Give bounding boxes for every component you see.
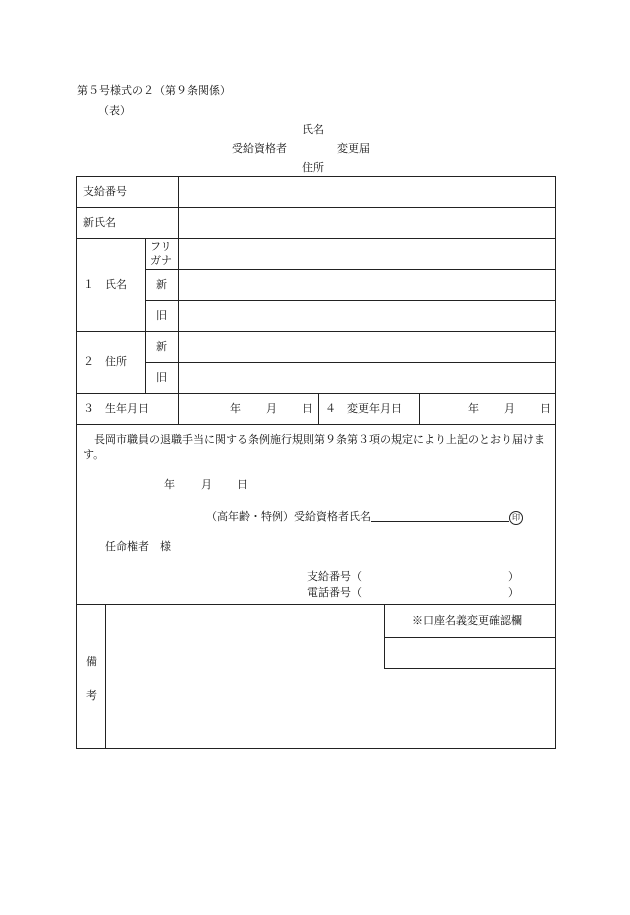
- title-notice: 変更届: [337, 142, 370, 155]
- row-divider: [76, 604, 556, 605]
- label-change-date: ４ 変更年月日: [325, 402, 402, 415]
- row-divider: [145, 300, 556, 301]
- form-side: （表）: [98, 104, 131, 117]
- label-address-old: 旧: [156, 371, 167, 384]
- col-divider: [178, 176, 179, 424]
- signature-label: （高年齢・特例）受給資格者氏名: [206, 510, 371, 523]
- payment-number-close: ）: [508, 570, 519, 583]
- title-address-part: 住所: [302, 161, 324, 174]
- signature-row: [206, 509, 523, 525]
- title-name-part: 氏名: [302, 123, 324, 136]
- label-furigana-1: フリ: [150, 240, 172, 253]
- phone-number-close: ）: [508, 586, 519, 599]
- payment-number-field: 支給番号（: [307, 570, 362, 583]
- label-name-new: 新: [156, 278, 167, 291]
- form-number: 第５号様式の２（第９条関係）: [77, 84, 231, 97]
- declaration-day: 日: [237, 478, 248, 491]
- change-month-unit: 月: [504, 402, 515, 415]
- row-divider: [76, 238, 556, 239]
- row-divider: [76, 207, 556, 208]
- declaration-text: 長岡市職員の退職手当に関する条例施行規則第９条第３項の規定により上記のとおり届けます。: [83, 433, 545, 461]
- label-birth-date: ３ 生年月日: [83, 402, 149, 415]
- title-recipient: 受給資格者: [232, 142, 287, 155]
- change-year-unit: 年: [468, 402, 479, 415]
- row-divider: [145, 362, 556, 363]
- declaration-year: 年: [164, 478, 175, 491]
- birth-month-unit: 月: [266, 402, 277, 415]
- col-divider: [419, 393, 420, 424]
- label-payment-number: 支給番号: [83, 185, 127, 198]
- col-divider: [384, 604, 385, 669]
- label-new-name: 新氏名: [83, 216, 116, 229]
- label-name-old: 旧: [156, 309, 167, 322]
- seal-mark: 印: [509, 511, 523, 525]
- appointer-label: 任命権者 様: [105, 540, 171, 553]
- col-divider: [105, 604, 106, 749]
- label-address: ２ 住所: [83, 355, 127, 368]
- phone-number-field: 電話番号（: [307, 586, 362, 599]
- birth-day-unit: 日: [302, 402, 313, 415]
- form-table: [76, 176, 556, 749]
- label-address-new: 新: [156, 340, 167, 353]
- remarks-label-2: 考: [86, 689, 97, 702]
- row-divider: [76, 331, 556, 332]
- row-divider: [76, 393, 556, 394]
- label-furigana-2: ガナ: [150, 254, 172, 267]
- change-day-unit: 日: [540, 402, 551, 415]
- row-divider: [76, 424, 556, 425]
- col-divider: [318, 393, 319, 424]
- row-divider: [145, 269, 556, 270]
- account-confirm-label: ※口座名義変更確認欄: [412, 614, 522, 627]
- row-divider: [384, 668, 556, 669]
- birth-year-unit: 年: [230, 402, 241, 415]
- col-divider: [145, 238, 146, 393]
- remarks-label-1: 備: [86, 655, 97, 668]
- declaration-month: 月: [201, 478, 212, 491]
- row-divider: [384, 637, 556, 638]
- signature-line: [371, 509, 509, 522]
- label-name: １ 氏名: [83, 278, 127, 291]
